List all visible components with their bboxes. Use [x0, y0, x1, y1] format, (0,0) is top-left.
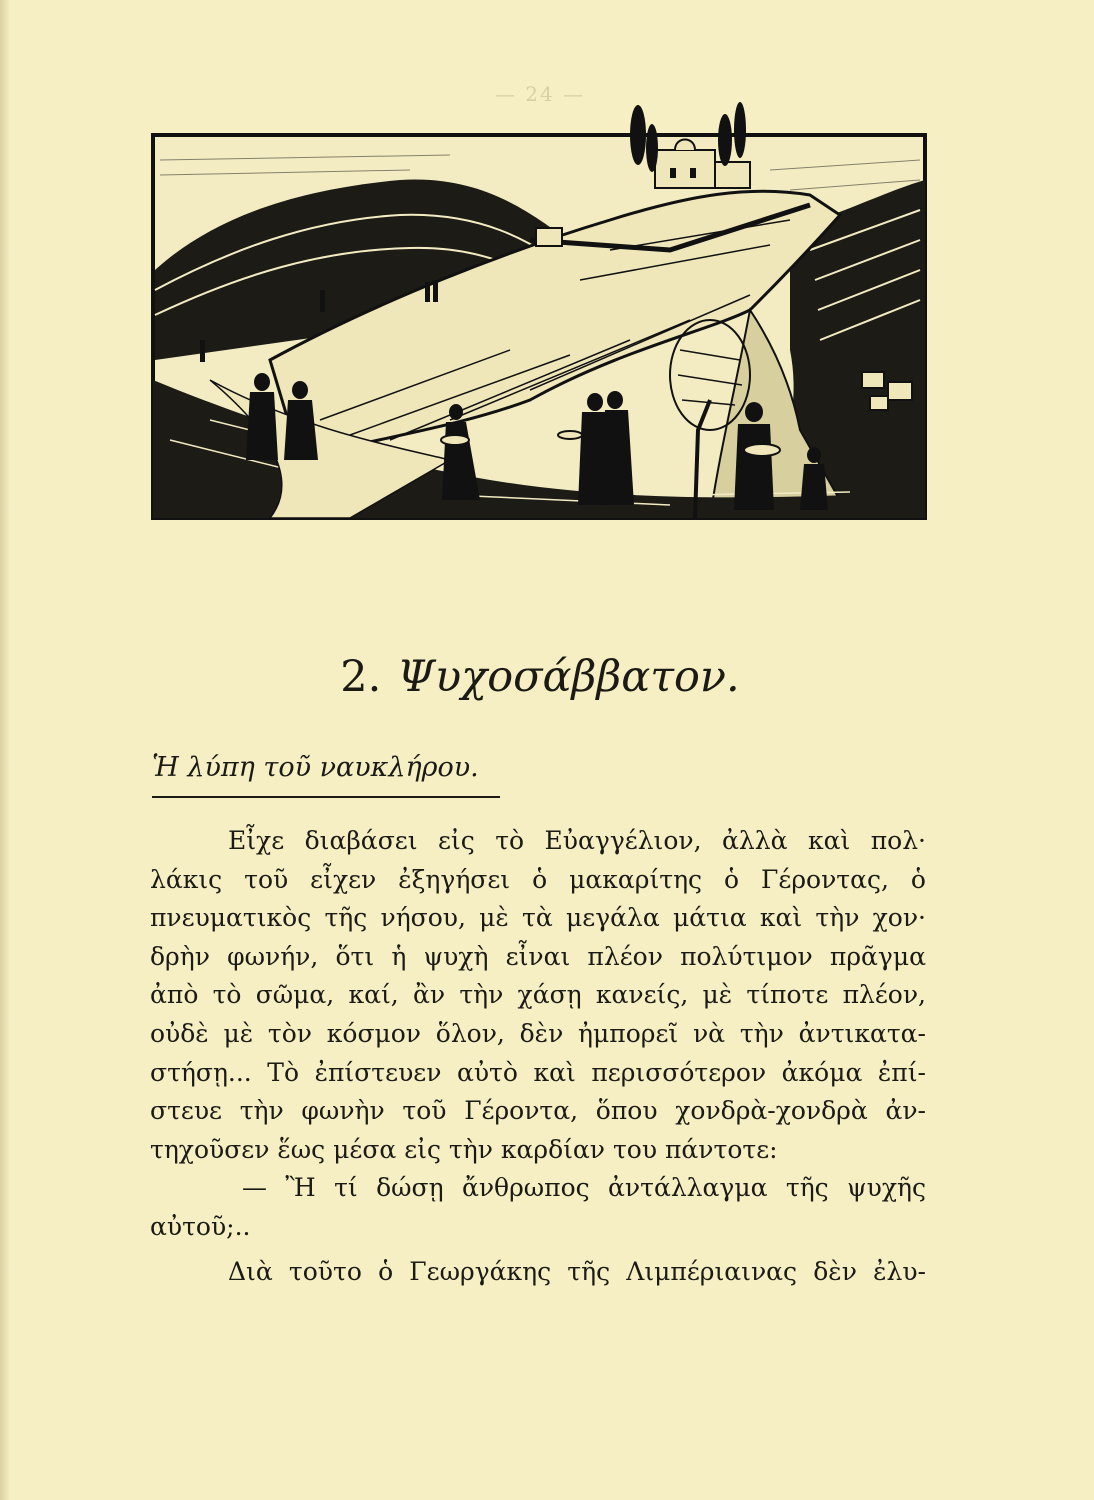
- page-edge: [0, 0, 10, 1500]
- text-line: στήσῃ... Τὸ ἐπίστευεν αὐτὸ καὶ περισσότερον ἀκόμα ἐπί-: [150, 1057, 926, 1087]
- text-line: δρὴν φωνήν, ὅτι ἡ ψυχὴ εἶναι πλέον πολύτιμον πρᾶγμα: [150, 941, 926, 971]
- text-line: ἀπὸ τὸ σῶμα, καί, ἂν τὴν χάσῃ κανείς, μὲ τίποτε πλέον,: [150, 980, 926, 1010]
- chapter-number: 2.: [340, 652, 382, 702]
- woodcut-hillside-chapel-illustration: [150, 100, 930, 525]
- page-number: — 24 —: [494, 82, 586, 106]
- woodcut-illustration: [150, 100, 930, 525]
- text-line: οὐδὲ μὲ τὸν κόσμον ὅλον, δὲν ἠμπορεῖ νὰ τὴν ἀντικατα-: [150, 1018, 926, 1048]
- chapter-title-text: Ψυχοσάββατον.: [397, 652, 740, 702]
- text-line: αὐτοῦ;..: [150, 1211, 251, 1241]
- text-line: — Ἢ τί δώσῃ ἄνθρωπος ἀντάλλαγμα τῆς ψυχῆς: [242, 1173, 926, 1203]
- body-text: [150, 822, 926, 1291]
- text-line: λάκις τοῦ εἶχεν ἐξηγήσει ὁ μακαρίτης ὁ Γέροντας, ὁ: [150, 864, 926, 894]
- section-subtitle: Ἡ λύπη τοῦ ναυκλήρου.: [152, 752, 479, 783]
- text-line: Εἶχε διαβάσει εἰς τὸ Εὐαγγέλιον, ἀλλὰ καὶ πολ·: [228, 826, 926, 855]
- text-line: πνευματικὸς τῆς νήσου, μὲ τὰ μεγάλα μάτια καὶ τὴν χον·: [150, 903, 926, 933]
- text-line: στευε τὴν φωνὴν τοῦ Γέροντα, ὅπου χονδρὰ-χονδρὰ ἀν-: [150, 1096, 926, 1126]
- text-line: Διὰ τοῦτο ὁ Γεωργάκης τῆς Λιμπέριαινας δὲν ἐλυ-: [228, 1256, 926, 1286]
- chapter-title: [150, 652, 930, 702]
- text-line: τηχοῦσεν ἕως μέσα εἰς τὴν καρδίαν του πάντοτε:: [150, 1134, 778, 1164]
- subtitle-rule: [152, 796, 500, 798]
